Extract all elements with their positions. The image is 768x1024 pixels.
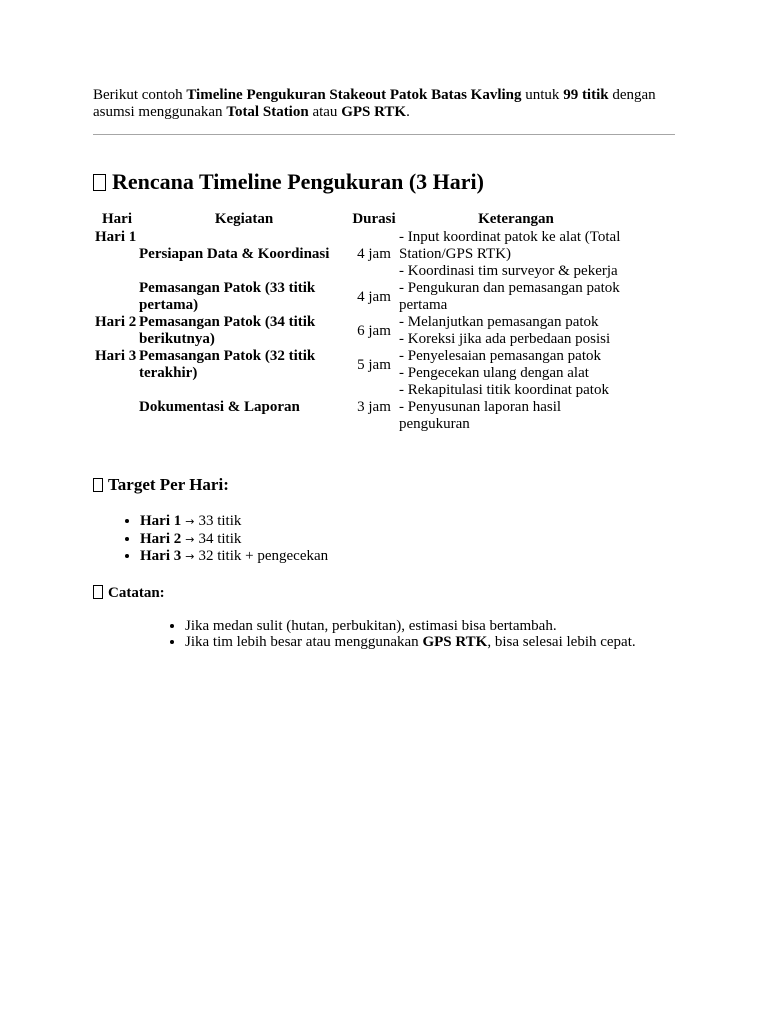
missing-glyph-icon xyxy=(93,585,103,599)
intro-text: untuk xyxy=(521,87,564,103)
keterangan-line: - Pengecekan ulang dengan alat xyxy=(399,365,589,381)
cell-durasi: 3 jam xyxy=(357,399,391,415)
cell-kegiatan: Pemasangan Patok (32 titik terakhir) xyxy=(139,348,316,381)
intro-text: dengan asumsi menggunakan xyxy=(93,87,656,120)
target-heading-text: Target Per Hari: xyxy=(108,475,229,494)
cell-kegiatan: Pemasangan Patok (33 titik pertama) xyxy=(139,280,316,313)
table-row xyxy=(93,348,633,382)
keterangan-line: - Pengukuran dan pemasangan patok pertama xyxy=(399,280,620,313)
list-item xyxy=(140,531,675,549)
target-day: Hari 1 xyxy=(140,513,182,529)
cell-hari xyxy=(93,382,139,433)
table-row xyxy=(93,314,633,348)
cell-durasi: 4 jam xyxy=(357,288,391,305)
intro-bold-title: Timeline Pengukuran Stakeout Patok Batas Kavling xyxy=(186,87,522,103)
right-arrow-icon: → xyxy=(185,550,195,563)
keterangan-line: - Koordinasi tim surveyor & pekerja xyxy=(399,263,618,279)
intro-text: atau xyxy=(308,104,342,120)
note-text: Jika tim lebih besar atau menggunakan xyxy=(185,634,423,650)
keterangan-line: - Penyelesaian pemasangan patok xyxy=(399,348,602,364)
target-list xyxy=(93,513,675,566)
list-item: • Jika medan sulit (hutan, perbukitan), estimasi bisa bertambah. xyxy=(185,618,675,635)
note-text: , bisa selesai lebih cepat. xyxy=(487,634,636,650)
cell-hari xyxy=(93,280,139,314)
target-value: 32 titik + pengecekan xyxy=(198,548,329,564)
missing-glyph-icon xyxy=(93,478,103,492)
cell-hari: Hari 1 xyxy=(95,229,137,245)
table-row xyxy=(93,280,633,314)
catatan-heading xyxy=(93,585,675,602)
cell-hari: Hari 3 xyxy=(95,348,137,364)
header-durasi: Durasi xyxy=(352,211,396,227)
cell-durasi: 4 jam xyxy=(357,246,391,262)
right-arrow-icon: → xyxy=(185,532,195,546)
table-header-row xyxy=(93,211,633,229)
intro-text: . xyxy=(406,104,410,120)
cell-keterangan xyxy=(399,314,633,348)
cell-kegiatan: Persiapan Data & Koordinasi xyxy=(139,246,330,262)
keterangan-line: - Melanjutkan pemasangan patok xyxy=(399,314,599,330)
intro-text: Berikut contoh xyxy=(93,87,187,103)
intro-bold-total-station: Total Station xyxy=(226,104,309,120)
note-bold-gps-rtk: GPS RTK xyxy=(422,634,488,650)
timeline-table xyxy=(93,211,633,433)
notes-list xyxy=(93,618,675,651)
target-value: 34 titik xyxy=(198,530,242,547)
cell-keterangan xyxy=(399,280,633,314)
missing-glyph-icon xyxy=(93,174,106,191)
keterangan-line: - Penyusunan laporan hasil pengukuran xyxy=(399,399,562,432)
list-item xyxy=(140,513,675,531)
cell-keterangan xyxy=(399,348,633,382)
target-day: Hari 2 xyxy=(140,530,182,547)
section-title xyxy=(93,169,675,195)
target-heading xyxy=(93,475,675,495)
table-row xyxy=(93,229,633,280)
intro-bold-count: 99 titik xyxy=(563,87,609,103)
intro-bold-gps-rtk: GPS RTK xyxy=(341,104,407,120)
keterangan-line: - Input koordinat patok ke alat (Total Station/GPS RTK) xyxy=(399,229,621,262)
table-row xyxy=(93,382,633,433)
header-keterangan: Keterangan xyxy=(478,211,554,227)
section-title-text: Rencana Timeline Pengukuran (3 Hari) xyxy=(112,169,484,194)
document-page xyxy=(93,87,675,651)
cell-hari: Hari 2 xyxy=(95,314,137,330)
cell-keterangan xyxy=(399,382,633,433)
keterangan-line: - Rekapitulasi titik koordinat patok xyxy=(399,382,609,398)
list-item xyxy=(140,548,675,566)
header-kegiatan: Kegiatan xyxy=(214,211,274,227)
intro-paragraph xyxy=(93,87,675,121)
cell-kegiatan: Dokumentasi & Laporan xyxy=(139,399,300,415)
cell-durasi: 6 jam xyxy=(357,322,391,339)
right-arrow-icon: → xyxy=(185,515,195,528)
cell-durasi: 5 jam xyxy=(357,356,391,373)
target-value: 33 titik xyxy=(198,513,242,529)
cell-keterangan xyxy=(399,229,633,280)
horizontal-divider xyxy=(93,134,675,135)
catatan-heading-text: Catatan: xyxy=(108,584,165,601)
keterangan-line: - Koreksi jika ada perbedaan posisi xyxy=(399,331,611,347)
list-item xyxy=(185,634,675,651)
header-hari: Hari xyxy=(102,211,132,227)
target-day: Hari 3 xyxy=(140,548,182,564)
cell-kegiatan: Pemasangan Patok (34 titik berikutnya) xyxy=(139,314,316,347)
